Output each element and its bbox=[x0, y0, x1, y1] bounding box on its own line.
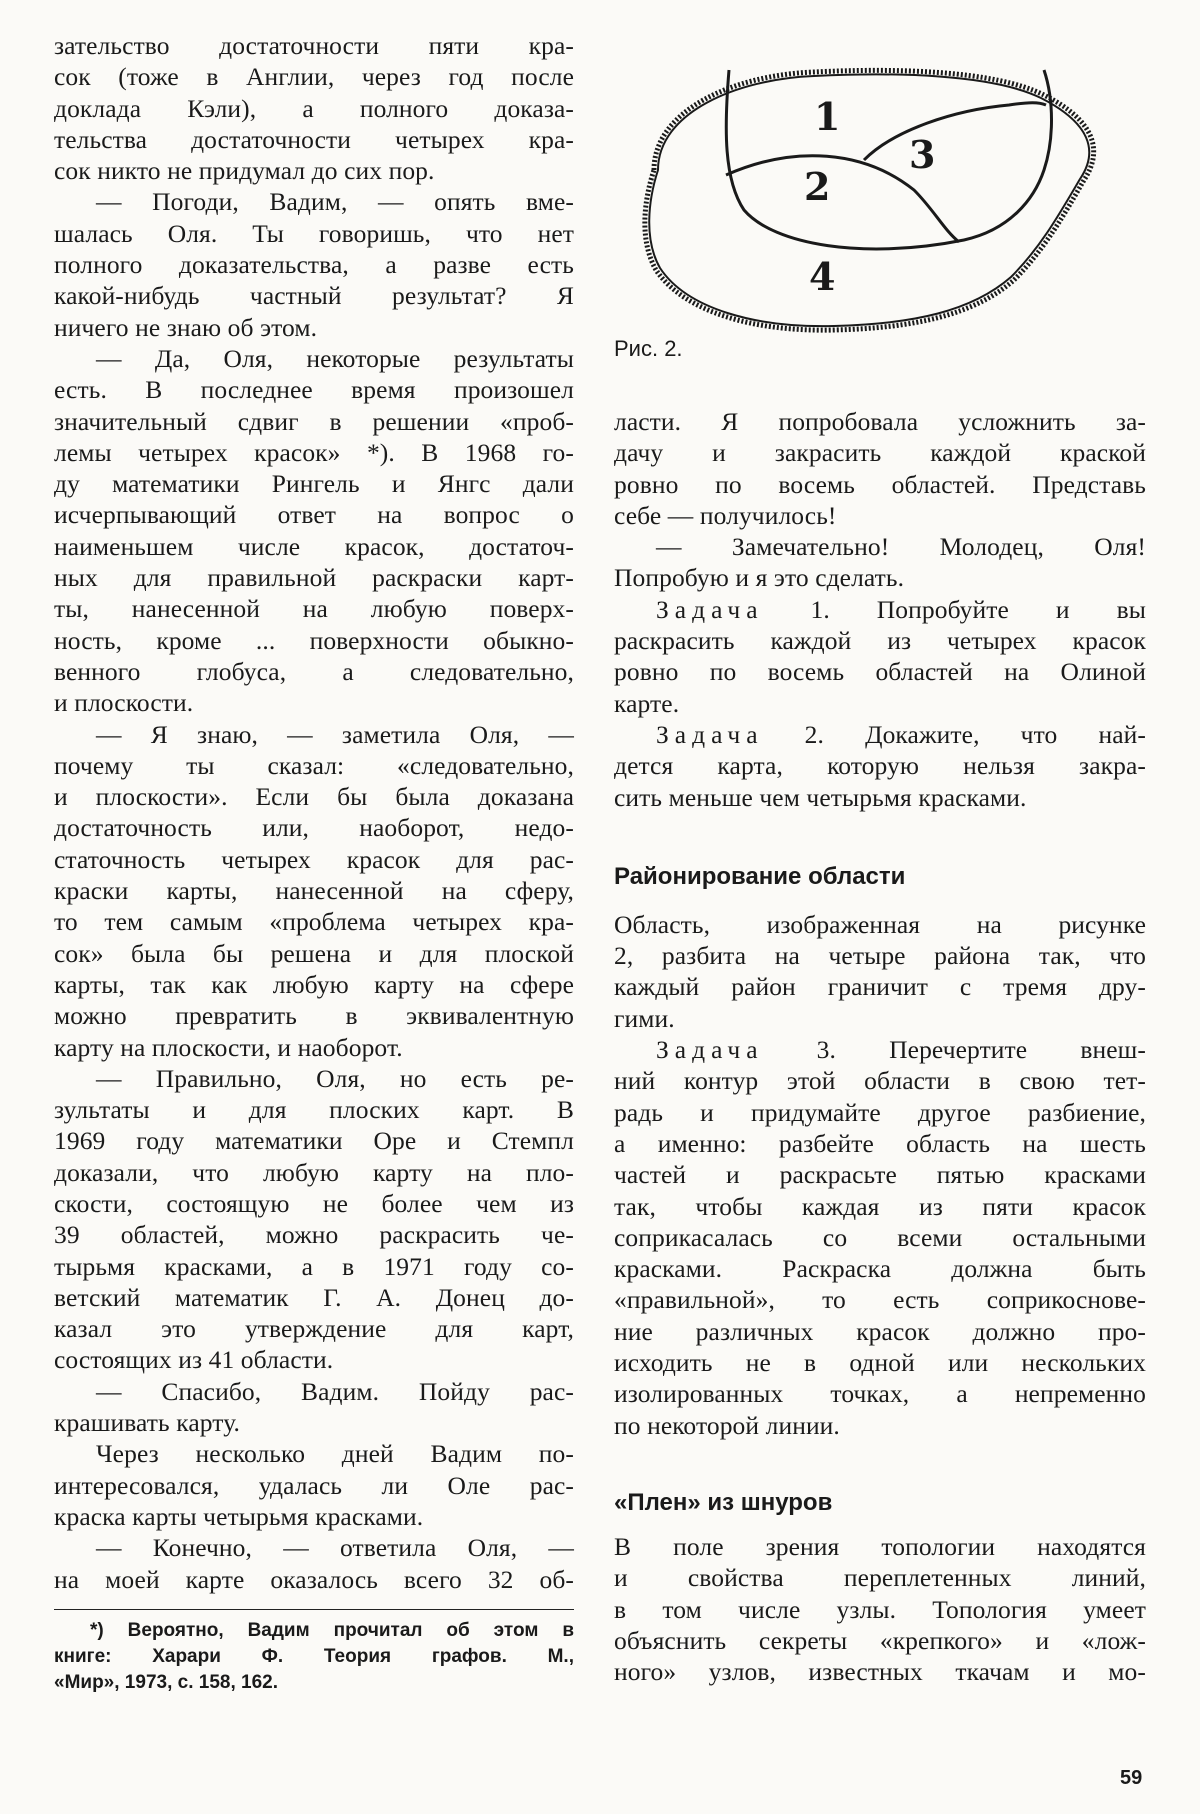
line-text: значительный сдвиг в решении «проб- bbox=[54, 406, 574, 436]
line-text: объяснить секреты «крепкого» и «лож- bbox=[614, 1625, 1146, 1655]
text-line bbox=[614, 1159, 1146, 1190]
text-line bbox=[614, 782, 1146, 813]
figure-caption: Рис. 2. bbox=[614, 336, 683, 361]
line-text: крашивать карту. bbox=[54, 1408, 240, 1438]
text-line bbox=[614, 500, 1146, 531]
outer-contour-inner bbox=[649, 74, 1089, 326]
line-text: казал это утверждение для карт, bbox=[54, 1314, 574, 1344]
text-line bbox=[54, 312, 574, 343]
line-text: 1. Попробуйте и вы bbox=[810, 594, 1146, 624]
text-line bbox=[54, 499, 574, 530]
footnote-line: «Мир», 1973, с. 158, 162. bbox=[54, 1671, 278, 1693]
line-text: — Конечно, — ответила Оля, — bbox=[96, 1533, 574, 1563]
text-line bbox=[54, 593, 574, 624]
line-text: исчерпывающий ответ на вопрос о bbox=[54, 500, 574, 530]
text-line bbox=[54, 155, 574, 186]
text-line bbox=[54, 938, 574, 969]
task-label: Задача bbox=[656, 594, 764, 624]
line-text: зультаты и для плоских карт. В bbox=[54, 1095, 574, 1125]
line-text: и свойства переплетенных линий, bbox=[614, 1563, 1146, 1593]
text-line bbox=[54, 719, 574, 750]
line-text: скости, состоящую не более чем из bbox=[54, 1188, 574, 1218]
text-line bbox=[54, 61, 574, 92]
line-text: а именно: разбейте область на шесть bbox=[614, 1128, 1146, 1158]
text-line bbox=[614, 1347, 1146, 1378]
line-text: раскрасить каждой из четырех красок bbox=[614, 626, 1146, 656]
line-text: ний контур этой области в свою тет- bbox=[614, 1066, 1146, 1096]
text-line bbox=[54, 812, 574, 843]
text-line bbox=[54, 875, 574, 906]
line-text: зательство достаточности пяти кра- bbox=[54, 31, 574, 60]
line-text: ность, кроме ... поверхности обыкно- bbox=[54, 625, 574, 655]
right-column bbox=[614, 406, 1146, 1687]
line-text: какой-нибудь частный результат? Я bbox=[54, 281, 574, 311]
text-line bbox=[54, 1344, 574, 1375]
section-heading-zoning: Районирование области bbox=[614, 862, 906, 890]
region-label-4: 4 bbox=[809, 254, 836, 299]
text-line bbox=[54, 1157, 574, 1188]
text-line bbox=[54, 343, 574, 374]
text-line bbox=[614, 909, 1146, 940]
footnote-line: книге: Харари Ф. Теория графов. М., bbox=[54, 1645, 574, 1667]
line-text: дется карта, которую нельзя закра- bbox=[614, 751, 1146, 781]
line-text: достаточность или, наоборот, недо- bbox=[54, 813, 574, 843]
line-text: по некоторой линии. bbox=[614, 1410, 840, 1440]
line-text: сить меньше чем четырьмя красками. bbox=[614, 782, 1027, 812]
text-line bbox=[614, 1562, 1146, 1593]
text-line bbox=[614, 1656, 1146, 1687]
line-text: и плоскости». Если бы была доказана bbox=[54, 782, 574, 812]
text-line bbox=[614, 594, 1146, 625]
line-text: изолированных точках, а непременно bbox=[614, 1379, 1146, 1409]
text-line bbox=[54, 218, 574, 249]
text-line bbox=[54, 1376, 574, 1407]
line-text: на моей карте оказалось всего 32 об- bbox=[54, 1564, 574, 1594]
task-label: Задача bbox=[656, 1035, 764, 1065]
line-text: ничего не знаю об этом. bbox=[54, 312, 318, 342]
line-text: 3. Перечертите внеш- bbox=[816, 1035, 1146, 1065]
text-line bbox=[614, 531, 1146, 562]
text-line bbox=[614, 940, 1146, 971]
region-boundary-right bbox=[864, 103, 1046, 160]
text-line bbox=[614, 1378, 1146, 1409]
line-text: исходить не в одной или нескольких bbox=[614, 1348, 1146, 1378]
line-text: дачу и закрасить каждой краской bbox=[614, 438, 1146, 468]
line-text: красками. Раскраска должна быть bbox=[614, 1254, 1146, 1284]
line-text: тельства достаточности четырех кра- bbox=[54, 124, 574, 154]
line-text: есть. В последнее время произошел bbox=[54, 375, 574, 405]
line-text: ных для правильной раскраски карт- bbox=[54, 563, 574, 593]
text-line bbox=[54, 1125, 574, 1156]
text-line bbox=[614, 971, 1146, 1002]
line-text: себе — получилось! bbox=[614, 500, 837, 530]
text-line bbox=[54, 1532, 574, 1563]
line-text: — Замечательно! Молодец, Оля! bbox=[656, 532, 1146, 562]
text-line bbox=[614, 1410, 1146, 1441]
text-line bbox=[54, 1438, 574, 1469]
text-line bbox=[54, 1470, 574, 1501]
text-line bbox=[54, 30, 574, 61]
text-line bbox=[614, 1191, 1146, 1222]
text-line bbox=[54, 124, 574, 155]
line-text: доклада Кэли), а полного доказа- bbox=[54, 93, 574, 123]
line-text: лемы четырех красок» *). В 1968 го- bbox=[54, 437, 574, 467]
text-line bbox=[614, 562, 1146, 593]
text-line bbox=[54, 625, 574, 656]
line-text: Попробую и я это сделать. bbox=[614, 563, 905, 593]
line-text: ветский математик Г. А. Донец до- bbox=[54, 1282, 574, 1312]
line-text: частей и раскрасьте пятью красками bbox=[614, 1160, 1146, 1190]
text-line bbox=[614, 406, 1146, 437]
right-text-block-1 bbox=[614, 406, 1146, 813]
line-text: 39 областей, можно раскрасить че- bbox=[54, 1220, 574, 1250]
line-text: так, чтобы каждая из пяти красок bbox=[614, 1191, 1146, 1221]
line-text: ласти. Я попробовала усложнить за- bbox=[614, 407, 1146, 436]
text-line bbox=[614, 688, 1146, 719]
region-label-2: 2 bbox=[804, 164, 831, 209]
text-line bbox=[614, 1625, 1146, 1656]
text-line bbox=[54, 562, 574, 593]
line-text: карту на плоскости, и наоборот. bbox=[54, 1032, 403, 1062]
text-line bbox=[614, 1128, 1146, 1159]
text-line bbox=[54, 1032, 574, 1063]
text-line bbox=[54, 1251, 574, 1282]
line-text: почему ты сказал: «следовательно, bbox=[54, 750, 574, 780]
line-text: ного» узлов, известных ткачам и мо- bbox=[614, 1657, 1146, 1687]
text-line bbox=[614, 1097, 1146, 1128]
text-line bbox=[54, 374, 574, 405]
left-column bbox=[54, 30, 574, 1696]
line-text: сок» была бы решена и для плоской bbox=[54, 938, 574, 968]
line-text: Область, изображенная на рисунке bbox=[614, 909, 1146, 939]
line-text: соприкасалась со всеми остальными bbox=[614, 1222, 1146, 1252]
text-line bbox=[54, 531, 574, 562]
text-line bbox=[54, 1407, 574, 1438]
line-text: — Да, Оля, некоторые результаты bbox=[96, 343, 574, 373]
text-line bbox=[614, 1253, 1146, 1284]
page-number: 59 bbox=[1120, 1767, 1143, 1789]
line-text: «правильной», то есть соприкоснове- bbox=[614, 1285, 1146, 1315]
text-line bbox=[614, 1034, 1146, 1065]
text-line bbox=[54, 656, 574, 687]
line-text: наименьшем числе красок, достаточ- bbox=[54, 531, 574, 561]
text-line bbox=[54, 969, 574, 1000]
line-text: радь и придумайте другое разбиение, bbox=[614, 1097, 1146, 1127]
line-text: ты, нанесенной на любую поверх- bbox=[54, 594, 574, 624]
section-heading-captivity: «Плен» из шнуров bbox=[614, 1488, 833, 1516]
text-line bbox=[54, 1094, 574, 1125]
line-text: карте. bbox=[614, 688, 680, 718]
line-text: 2. Докажите, что най- bbox=[804, 719, 1146, 749]
text-line bbox=[54, 468, 574, 499]
task-label: Задача bbox=[656, 719, 764, 749]
line-text: Через несколько дней Вадим по- bbox=[96, 1439, 574, 1469]
text-line bbox=[54, 781, 574, 812]
line-text: состоящих из 41 области. bbox=[54, 1345, 334, 1375]
text-line bbox=[54, 1219, 574, 1250]
line-text: 2, разбита на четыре района так, что bbox=[614, 941, 1146, 971]
line-text: статочность четырех красок для рас- bbox=[54, 844, 574, 874]
line-text: гими. bbox=[614, 1003, 675, 1033]
line-text: шалась Оля. Ты говоришь, что нет bbox=[54, 218, 574, 248]
text-line bbox=[54, 437, 574, 468]
line-text: тырьмя красками, а в 1971 году со- bbox=[54, 1251, 574, 1281]
line-text: сок никто не придумал до сих пор. bbox=[54, 156, 435, 186]
text-line bbox=[614, 1222, 1146, 1253]
text-line bbox=[614, 1531, 1146, 1562]
footnote bbox=[54, 1618, 574, 1696]
figure-map bbox=[614, 50, 1154, 350]
line-text: полного доказательства, а разве есть bbox=[54, 250, 574, 280]
text-line bbox=[54, 687, 574, 718]
right-text-block-3 bbox=[614, 1531, 1146, 1687]
text-line bbox=[54, 1188, 574, 1219]
line-text: можно превратить в эквивалентную bbox=[54, 1001, 574, 1031]
line-text: 1969 году математики Оре и Стемпл bbox=[54, 1126, 574, 1156]
text-line bbox=[614, 1284, 1146, 1315]
text-line bbox=[54, 249, 574, 280]
line-text: интересовался, удалась ли Оле рас- bbox=[54, 1470, 574, 1500]
text-line bbox=[54, 1564, 574, 1595]
text-line bbox=[54, 906, 574, 937]
line-text: ние различных красок должно про- bbox=[614, 1316, 1146, 1346]
line-text: — Правильно, Оля, но есть ре- bbox=[96, 1063, 574, 1093]
text-line bbox=[54, 1063, 574, 1094]
line-text: — Спасибо, Вадим. Пойду рас- bbox=[96, 1376, 574, 1406]
line-text: и плоскости. bbox=[54, 688, 194, 718]
text-line bbox=[614, 437, 1146, 468]
text-line bbox=[54, 1501, 574, 1532]
line-text: ровно по восемь областей на Олиной bbox=[614, 657, 1146, 687]
line-text: — Погоди, Вадим, — опять вме- bbox=[96, 187, 574, 217]
line-text: В поле зрения топологии находятся bbox=[614, 1531, 1146, 1561]
text-line bbox=[54, 1000, 574, 1031]
text-line bbox=[614, 750, 1146, 781]
line-text: — Я знаю, — заметила Оля, — bbox=[96, 719, 574, 749]
region-label-3: 3 bbox=[909, 132, 936, 177]
text-line bbox=[54, 844, 574, 875]
text-line bbox=[54, 186, 574, 217]
text-line bbox=[54, 1313, 574, 1344]
line-text: ду математики Рингель и Янгс дали bbox=[54, 469, 574, 499]
footnote-line: *) Вероятно, Вадим прочитал об этом в bbox=[90, 1619, 574, 1641]
text-line bbox=[614, 719, 1146, 750]
region-label-1: 1 bbox=[814, 94, 841, 139]
line-text: сок (тоже в Англии, через год после bbox=[54, 62, 574, 92]
text-line bbox=[54, 750, 574, 781]
text-line bbox=[614, 656, 1146, 687]
text-line bbox=[54, 406, 574, 437]
line-text: венного глобуса, а следовательно, bbox=[54, 656, 574, 686]
line-text: ровно по восемь областей. Представь bbox=[614, 469, 1146, 499]
line-text: доказали, что любую карту на пло- bbox=[54, 1157, 574, 1187]
footnote-rule bbox=[54, 1609, 574, 1610]
line-text: то тем самым «проблема четырех кра- bbox=[54, 907, 574, 937]
text-line bbox=[614, 1594, 1146, 1625]
line-text: в том числе узлы. Топология умеет bbox=[614, 1594, 1146, 1624]
right-text-block-2 bbox=[614, 909, 1146, 1441]
text-line bbox=[614, 469, 1146, 500]
line-text: краски карты, нанесенной на сферу, bbox=[54, 876, 574, 906]
line-text: каждый район граничит с тремя дру- bbox=[614, 972, 1146, 1002]
left-column-text bbox=[54, 30, 574, 1595]
text-line bbox=[54, 93, 574, 124]
line-text: карты, так как любую карту на сфере bbox=[54, 969, 574, 999]
text-line bbox=[614, 1003, 1146, 1034]
text-line bbox=[54, 280, 574, 311]
text-line bbox=[54, 1282, 574, 1313]
text-line bbox=[614, 1316, 1146, 1347]
text-line bbox=[614, 1065, 1146, 1096]
text-line bbox=[614, 625, 1146, 656]
line-text: краска карты четырьмя красками. bbox=[54, 1501, 424, 1531]
